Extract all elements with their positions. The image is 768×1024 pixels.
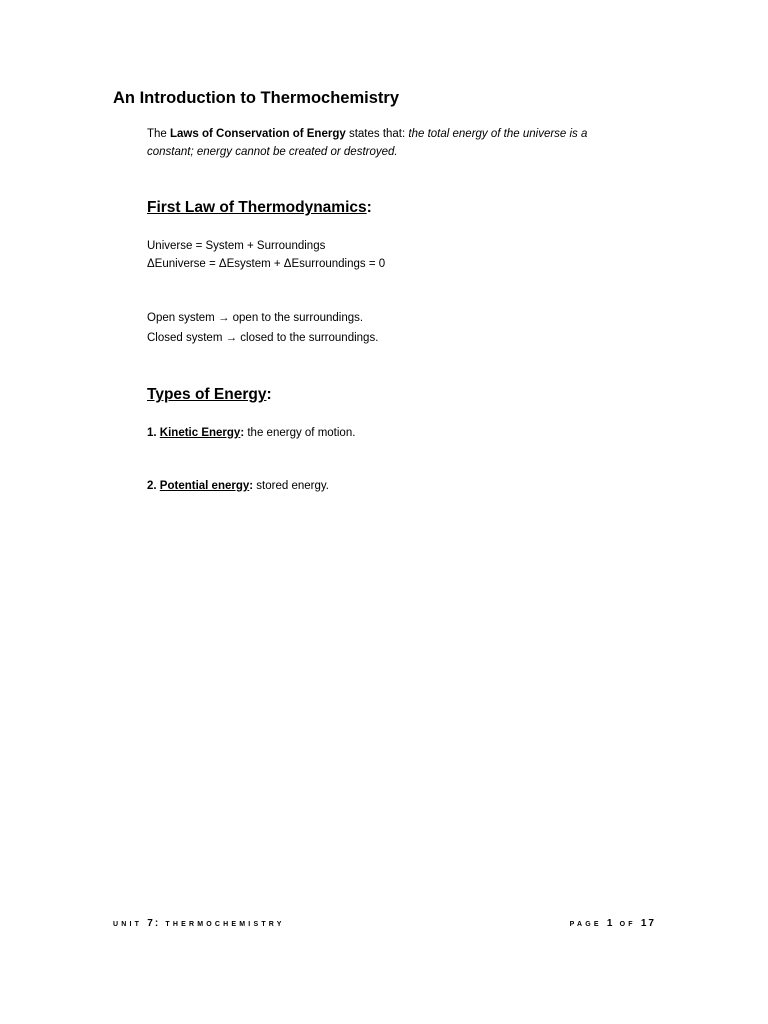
kinetic-energy-colon: : [240,427,245,439]
potential-energy-colon: : [249,480,254,492]
footer-unit-separator: : [154,918,161,929]
types-of-energy-heading-colon: : [266,386,272,403]
footer-unit-title: THERMOCHEMISTRY [165,921,285,928]
footer-page-label: PAGE [569,921,602,928]
intro-middle: states that: [345,128,409,140]
closed-system-line: Closed system → closed to the surroundings. [147,332,379,344]
kinetic-energy-number: 1. [147,427,160,439]
intro-italic-text: the total energy of the universe is a constant; energy cannot be created or destroyed. [147,128,588,158]
open-system-line: Open system → open to the surroundings. [147,312,364,324]
footer-unit-label: UNIT [113,921,143,928]
potential-energy-number: 2. [147,480,160,492]
footer-page-total: 17 [640,918,656,929]
potential-energy-term: Potential energy [159,480,250,492]
footer-unit-number: 7 [147,918,155,929]
kinetic-energy-term: Kinetic Energy [159,427,241,439]
footer-page-number [570,918,656,929]
types-of-energy-heading-text: Types of Energy [147,386,267,403]
universe-equation: Universe = System + Surroundings [147,240,326,252]
footer-unit [113,918,285,929]
footer-page-current: 1 [606,918,615,929]
page-title: An Introduction to Thermochemistry [113,89,400,107]
delta-energy-equation: ΔEuniverse = ΔEsystem + ΔEsurroundings = 0 [147,258,386,270]
types-of-energy-heading [147,386,272,404]
kinetic-energy-description: the energy of motion. [244,427,356,439]
potential-energy-description: stored energy. [253,480,329,492]
potential-energy-item [147,480,329,492]
first-law-heading [147,199,372,217]
intro-paragraph [147,126,627,161]
kinetic-energy-item [147,427,355,439]
footer-of-label: OF [619,921,636,928]
intro-prefix: The [147,128,171,140]
intro-bold-term: Laws of Conservation of Energy [170,128,346,140]
first-law-heading-text: First Law of Thermodynamics [147,199,367,216]
first-law-heading-colon: : [366,199,372,216]
